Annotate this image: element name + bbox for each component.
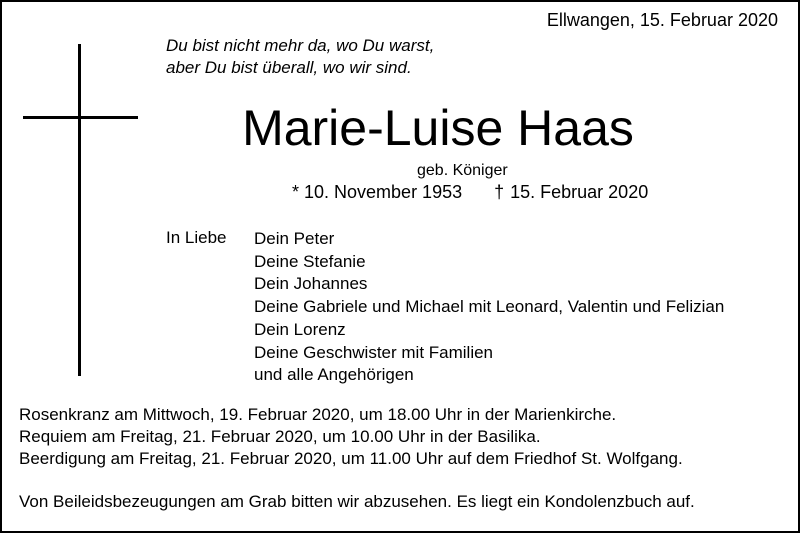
- mourners-label: In Liebe: [166, 228, 227, 247]
- mourner-item: Deine Stefanie: [254, 251, 366, 271]
- mourner-item: Dein Johannes: [254, 274, 368, 294]
- service-schedule: [19, 404, 683, 470]
- service-burial: Beerdigung am Freitag, 21. Februar 2020, um 11.00 Uhr auf dem Friedhof St. Wolfgang.: [19, 449, 683, 468]
- mourner-item: und alle Angehörigen: [254, 365, 414, 385]
- motto-line: Du bist nicht mehr da, wo Du warst,: [166, 36, 435, 55]
- cross-vertical-bar: [78, 44, 81, 376]
- service-requiem: Requiem am Freitag, 21. Februar 2020, um 10.00 Uhr in der Basilika.: [19, 427, 541, 446]
- motto: [166, 35, 434, 79]
- service-rosary: Rosenkranz am Mittwoch, 19. Februar 2020, um 18.00 Uhr in der Marienkirche.: [19, 405, 617, 424]
- mourner-item: Deine Geschwister mit Familien: [254, 342, 494, 362]
- dagger-icon: †: [494, 182, 505, 202]
- mourner-item: Dein Lorenz: [254, 319, 346, 339]
- motto-line: aber Du bist überall, wo wir sind.: [166, 58, 412, 77]
- birth-name: geb. Königer: [417, 162, 508, 179]
- mourner-item: Dein Peter: [254, 229, 335, 248]
- deceased-name: Marie-Luise Haas: [242, 100, 634, 156]
- death-date: 15. Februar 2020: [510, 182, 649, 202]
- condolence-note: Von Beileidsbezeugungen am Grab bitten wir abzusehen. Es liegt ein Kondolenzbuch auf.: [19, 492, 695, 511]
- birth-date: * 10. November 1953: [292, 182, 463, 202]
- mourner-item: Deine Gabriele und Michael mit Leonard, Valentin und Felizian: [254, 297, 725, 317]
- mourners-list: [254, 228, 724, 387]
- life-dates: [292, 182, 648, 203]
- place-date: Ellwangen, 15. Februar 2020: [546, 10, 778, 30]
